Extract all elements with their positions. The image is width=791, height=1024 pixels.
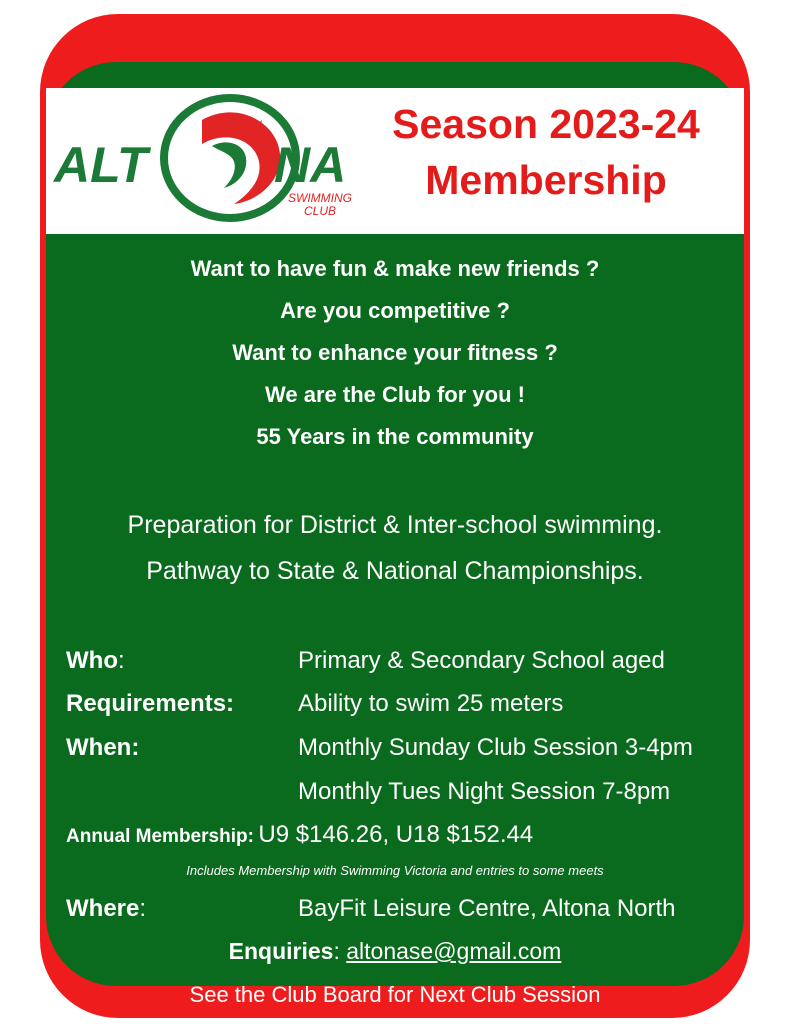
logo-subtext-line1: SWIMMING (288, 191, 352, 205)
enquiries (46, 938, 744, 965)
tagline-3: Want to enhance your fitness ? (232, 340, 558, 365)
pathway-line-2: Pathway to State & National Championships. (146, 557, 644, 585)
where-label (66, 895, 146, 923)
who-value: Primary & Secondary School aged (298, 647, 665, 674)
tagline-2: Are you competitive ? (280, 298, 510, 323)
when-label (66, 734, 139, 762)
where-colon: : (139, 895, 147, 922)
season-title-line2: Membership (425, 157, 667, 203)
where-value: BayFit Leisure Centre, Altona North (298, 895, 676, 922)
pathway-line-1: Preparation for District & Inter-school swimming. (127, 511, 663, 539)
annual-membership-value: U9 $146.26, U18 $152.44 (258, 821, 534, 848)
requirements-label-text: Requirements: (66, 690, 235, 717)
when-value-2: Monthly Tues Night Session 7-8pm (298, 778, 671, 805)
logo-text-part1: ALT (54, 137, 148, 193)
season-title-line1: Season 2023-24 (392, 101, 700, 147)
annual-membership-note: Includes Membership with Swimming Victoria and entries to some meets (186, 863, 604, 878)
eagle-icon (52, 92, 362, 226)
when-value-1: Monthly Sunday Club Session 3-4pm (298, 734, 693, 761)
enquiries-label: Enquiries (228, 938, 334, 964)
when-label-text: When: (66, 734, 140, 761)
annual-membership (66, 821, 533, 849)
logo-subtext-line2: CLUB (303, 204, 337, 218)
annual-membership-label: Annual Membership: (66, 826, 254, 847)
tagline-1: Want to have fun & make new friends ? (190, 256, 600, 281)
club-logo (52, 92, 362, 226)
requirements-label (66, 690, 234, 718)
tagline-4: We are the Club for you ! (265, 382, 525, 407)
where-label-text: Where (66, 895, 140, 922)
tagline-5: 55 Years in the community (256, 424, 534, 449)
enquiries-colon: : (333, 938, 347, 964)
footer-note: See the Club Board for Next Club Session (189, 982, 601, 1007)
logo-text-part2: NA (274, 137, 347, 193)
requirements-value: Ability to swim 25 meters (298, 690, 564, 717)
season-title (366, 96, 726, 208)
enquiries-email-link[interactable]: altonase@gmail.com (346, 938, 562, 964)
who-label (66, 647, 125, 675)
who-colon: : (117, 647, 125, 674)
who-label-text: Who (66, 647, 118, 674)
